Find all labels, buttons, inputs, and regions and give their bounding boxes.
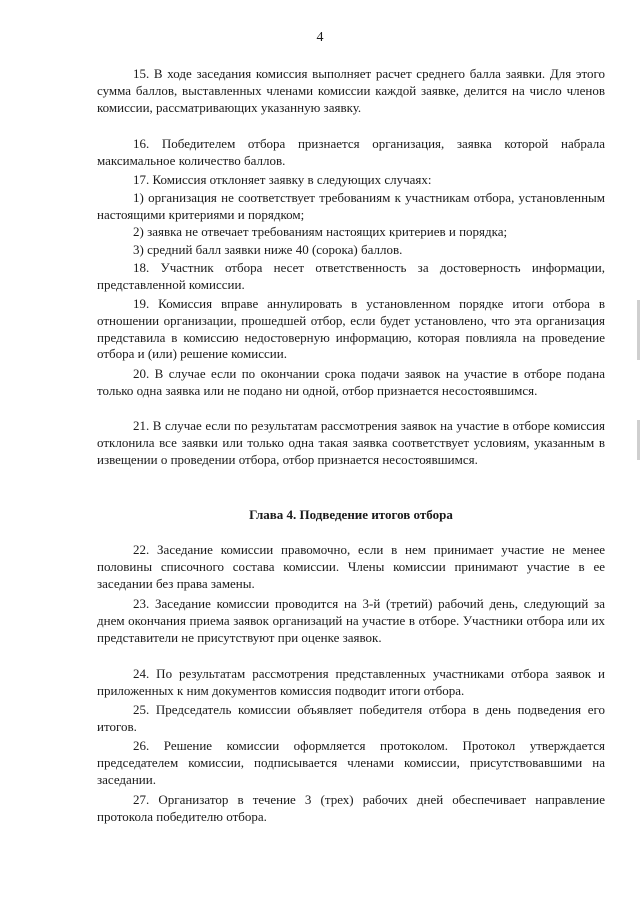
paragraph-23: 23. Заседание комиссии проводится на 3-й (третий) рабочий день, следующий за днем окончания приема заявок организаций на участие в отборе. Участники отбора или их представители не присутствуют при оценке заявок. <box>97 596 605 645</box>
paragraph-21: 21. В случае если по результатам рассмотрения заявок на участие в отборе комиссия отклонила все заявки или только одна такая заявка соответствует условиям, указанным в извещении о проведении отбора, отбор признается несостоявшимся. <box>97 418 605 467</box>
paragraph-19: 19. Комиссия вправе аннулировать в установленном порядке итоги отбора в отношении организации, прошедшей отбор, если будет установлено, что эта организация представила в комиссию недостоверную информацию, которая повлияла на проведение отбора и (или) решение комиссии. <box>97 296 605 362</box>
paragraph-20: 20. В случае если по окончании срока подачи заявок на участие в отборе подана только одна заявка или не подано ни одной, отбор признается несостоявшимся. <box>97 366 605 398</box>
list-item-2: 2) заявка не отвечает требованиям настоящих критериев и порядка; <box>133 224 508 239</box>
paragraph-15: 15. В ходе заседания комиссия выполняет расчет среднего балла заявки. Для этого сумма баллов, выставленных членами комиссии каждой заявке, делится на число членов комиссии, рассматривающих указанную заявку. <box>97 66 605 115</box>
page-number: 4 <box>316 30 324 45</box>
list-item-1: 1) организация не соответствует требованиям к участникам отбора, установленным настоящими критериями и порядком; <box>97 190 605 222</box>
list-item-3: 3) средний балл заявки ниже 40 (сорока) баллов. <box>133 242 403 257</box>
paragraph-22: 22. Заседание комиссии правомочно, если в нем принимает участие не менее половины списочного состава комиссии. Члены комиссии принимают участие в ее заседании без права замены. <box>97 542 605 591</box>
chapter-heading: Глава 4. Подведение итогов отбора <box>249 507 453 522</box>
paragraph-17: 17. Комиссия отклоняет заявку в следующих случаях: <box>133 172 432 187</box>
paragraph-16: 16. Победителем отбора признается организация, заявка которой набрала максимальное количество баллов. <box>97 136 605 168</box>
paragraph-26: 26. Решение комиссии оформляется протоколом. Протокол утверждается председателем комиссии, подписывается членами комиссии, присутствовавшими на заседании. <box>97 738 605 787</box>
paragraph-25: 25. Председатель комиссии объявляет победителя отбора в день подведения его итогов. <box>97 702 605 734</box>
paragraph-27: 27. Организатор в течение 3 (трех) рабочих дней обеспечивает направление протокола победителю отбора. <box>97 792 605 824</box>
paragraph-18: 18. Участник отбора несет ответственность за достоверность информации, представленной комиссии. <box>97 260 605 292</box>
paragraph-24: 24. По результатам рассмотрения представленных участниками отбора заявок и приложенных к ним документов комиссия подводит итоги отбора. <box>97 666 605 698</box>
